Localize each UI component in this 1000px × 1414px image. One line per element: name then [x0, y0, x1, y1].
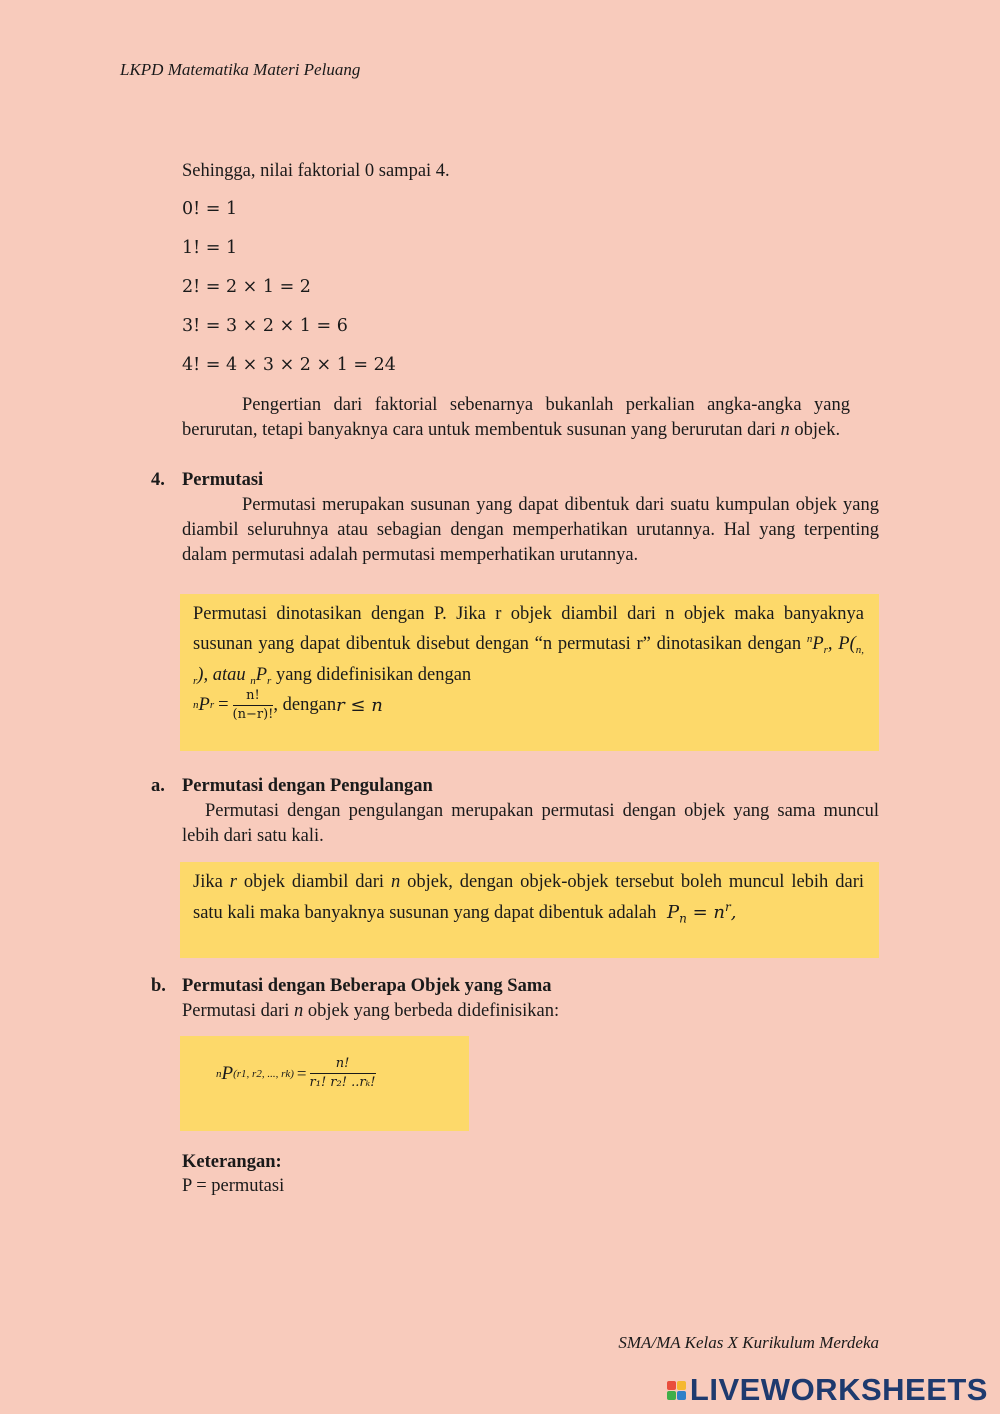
liveworksheets-logo[interactable] — [667, 1372, 988, 1408]
section-b-letter: b. — [151, 976, 166, 996]
factorial-3: 3! = 3 × 2 × 1 = 6 — [182, 316, 348, 336]
permutation-definition-box — [180, 594, 879, 751]
same-objects-formula-box — [180, 1036, 469, 1131]
section-a-title: Permutasi dengan Pengulangan — [182, 776, 433, 796]
section-a-letter: a. — [151, 776, 165, 796]
same-objects-fraction: $\frac{n!}{\text{r₁! r₂! ..rₖ!}}$ — [309, 1056, 376, 1090]
factorial-0: 0! = 1 — [182, 199, 238, 219]
section-b-text: Permutasi dari n objek yang berbeda didefinisikan: — [182, 1001, 560, 1021]
factorial-note: Pengertian dari faktorial sebenarnya bukanlah perkalian angka-angka yang berurutan, tetapi banyaknya cara untuk membentuk susunan yang berurutan dari n objek. — [182, 395, 850, 440]
section-a-text: Permutasi dengan pengulangan merupakan permutasi dengan objek yang sama muncul lebih dari satu kali. — [182, 801, 879, 846]
permutation-formula: n P r = $\frac{n!}{(n-r)!}$ , dengan r ≤ n — [193, 688, 383, 722]
keterangan-line-1: P = permutasi — [182, 1176, 285, 1196]
keterangan-title: Keterangan: — [182, 1152, 282, 1172]
liveworksheets-icon — [667, 1381, 686, 1400]
same-objects-formula: n P (r1, r2, ..., rk) = $\frac{n!}{\text{r₁! r₂! ..rₖ!}}$ — [216, 1056, 376, 1090]
factorial-4: 4! = 4 × 3 × 2 × 1 = 24 — [182, 355, 396, 375]
permutation-fraction: $\frac{n!}{(n-r)!}$ — [232, 688, 274, 722]
section-b-title: Permutasi dengan Beberapa Objek yang Sama — [182, 976, 552, 996]
section-4-text: Permutasi merupakan susunan yang dapat dibentuk dari suatu kumpulan objek yang diambil seluruhnya atau sebagian dengan memperhatikan urutannya. Hal yang terpenting dalam permutasi adalah permutasi memperhatikan urutannya. — [182, 495, 879, 565]
permutation-definition-text: Permutasi dinotasikan dengan P. Jika r objek diambil dari n objek maka banyaknya susunan yang dapat dibentuk disebut dengan “n permutasi r” dinotasikan dengan $^nP_r$, $P(_{n, r})$, atau $_nP_r$ yang didefinisikan dengan — [193, 604, 864, 687]
factorial-1: 1! = 1 — [182, 238, 238, 258]
intro-text: Sehingga, nilai faktorial 0 sampai 4. — [182, 161, 450, 181]
section-4-number: 4. — [151, 470, 165, 490]
section-4-title: Permutasi — [182, 470, 264, 490]
repetition-permutation-text: Jika r objek diambil dari n objek, dengan objek-objek tersebut boleh muncul lebih dari satu kali maka banyaknya susunan yang dapat dibentuk adalah $P_n = n^r$, — [193, 872, 864, 926]
page-footer: SMA/MA Kelas X Kurikulum Merdeka — [618, 1333, 879, 1352]
factorial-2: 2! = 2 × 1 = 2 — [182, 277, 311, 297]
page-header: LKPD Matematika Materi Peluang — [120, 60, 361, 79]
liveworksheets-text: LIVEWORKSHEETS — [689, 1372, 988, 1407]
repetition-permutation-box — [180, 862, 879, 958]
